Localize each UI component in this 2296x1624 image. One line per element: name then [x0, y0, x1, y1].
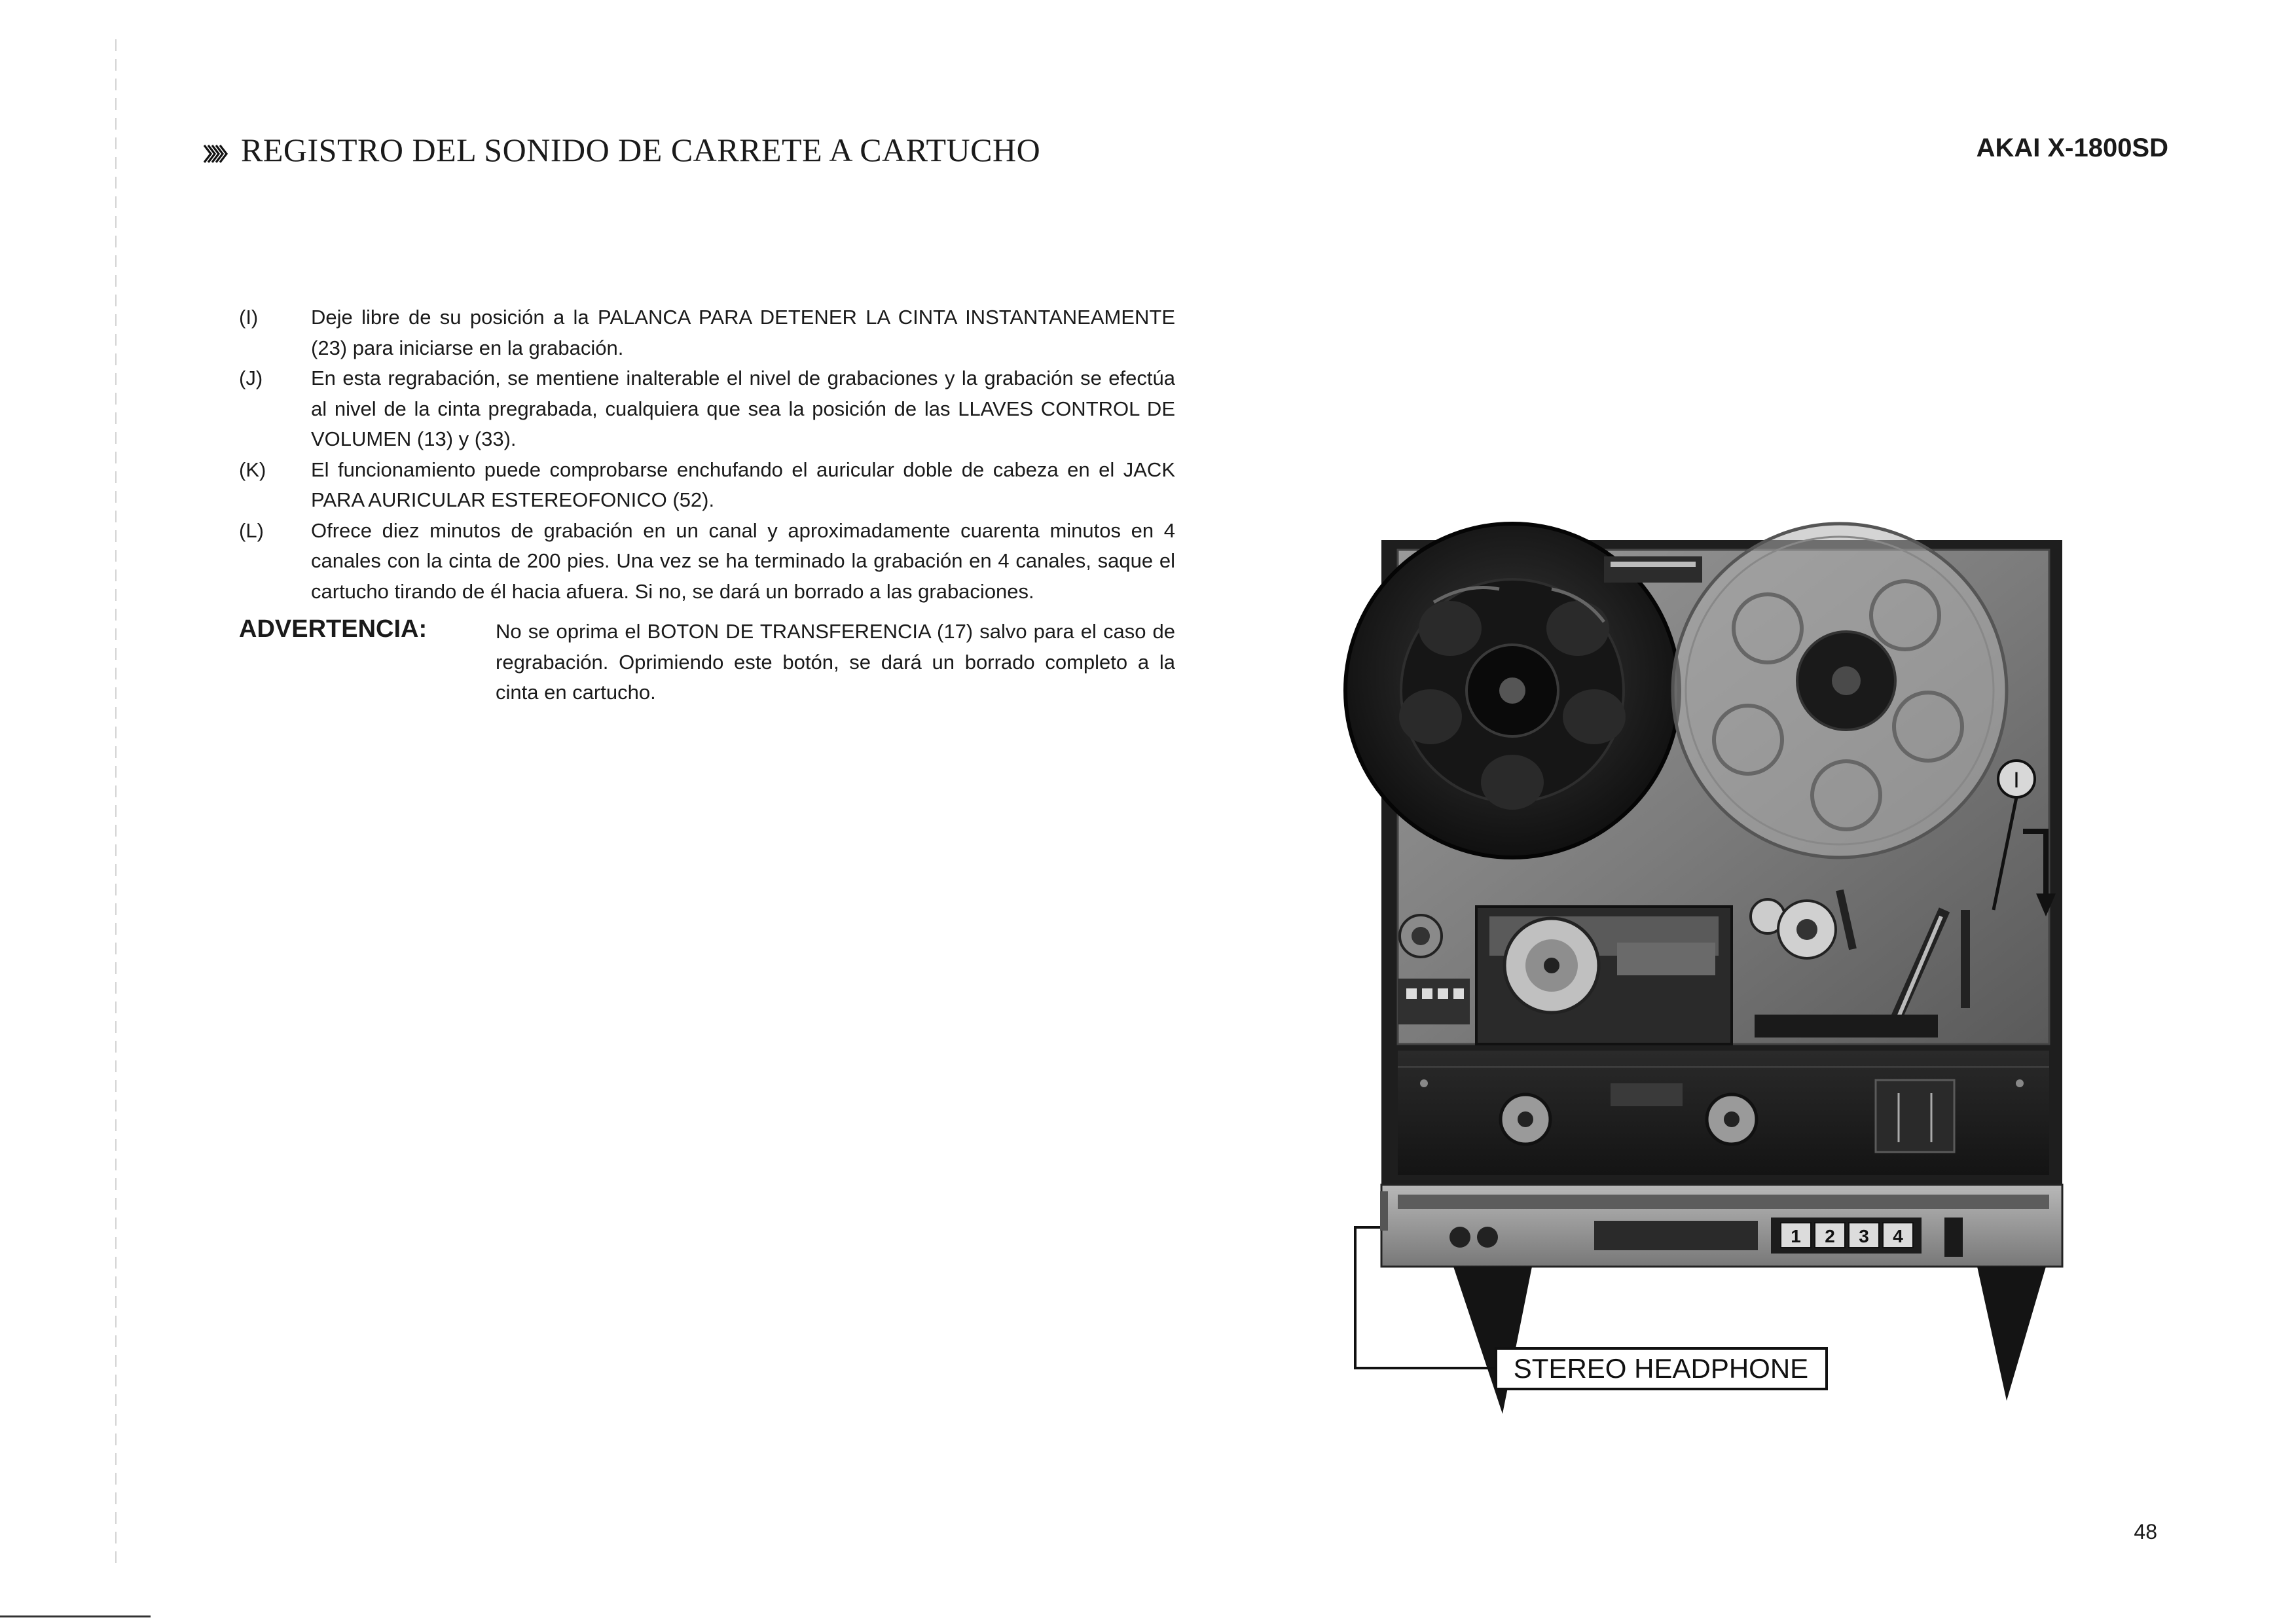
warning-text: No se oprima el BOTON DE TRANSFERENCIA (17) salvo para el caso de regrabación. Oprimiendo este botón, se dará un borrado completo a la cinta en cartucho.: [496, 620, 1175, 704]
instruction-list: [239, 302, 1175, 607]
page-title: [203, 131, 1040, 173]
item-text: En esta regrabación, se mentiene inalterable el nivel de grabaciones y la grabación se efectúa al nivel de la cinta pregrabada, cualquiera que sea la posición de las LLAVES CONTROL DE VOLUMEN (13) y (33).: [311, 367, 1175, 450]
warning-label: ADVERTENCIA:: [239, 615, 428, 643]
item-text: Ofrece diez minutos de grabación en un canal y aproximadamente cuarenta minutos en 4 canales con la cinta de 200 pies. Una vez se ha terminado la grabación en 4 canales, saque el cartucho tirando de él hacia afuera. Si no, se dará un borrado a las grabaciones.: [311, 518, 1175, 603]
page-number: 48: [2134, 1520, 2157, 1543]
item-text: El funcionamiento puede comprobarse enchufando el auricular doble de cabeza en el JACK PARA AURICULAR ESTEREOFONICO (52).: [311, 458, 1175, 511]
list-item: [239, 363, 1175, 455]
list-item: [239, 516, 1175, 607]
item-label: (K): [239, 458, 266, 481]
stereo-headphone-label: STEREO HEADPHONE: [1513, 1353, 1809, 1384]
triple-chevron-icon: [203, 135, 232, 173]
page-title-text: REGISTRO DEL SONIDO DE CARRETE A CARTUCHO: [241, 132, 1041, 168]
item-label: (I): [239, 306, 259, 329]
warning-block: [239, 614, 1175, 708]
item-label: (L): [239, 518, 264, 542]
counter-digit: 1: [1791, 1226, 1801, 1246]
bottom-edge-rule: [0, 1615, 151, 1617]
counter-digit: 3: [1859, 1226, 1869, 1246]
item-text: Deje libre de su posición a la PALANCA PARA DETENER LA CINTA INSTANTANEAMENTE (23) para iniciarse en la grabación.: [311, 306, 1175, 359]
stereo-headphone-callout: [1496, 1348, 1827, 1389]
callout-marker-number: I: [2013, 768, 2020, 793]
take-up-reel: [1673, 524, 2007, 857]
tape-recorder-photo: [1336, 491, 2108, 1420]
counter-digit: 4: [1893, 1226, 1903, 1246]
model-name: AKAI X-1800SD: [1976, 134, 2168, 162]
list-item: [239, 302, 1175, 363]
item-label: (J): [239, 367, 263, 389]
counter-digit: 2: [1825, 1226, 1835, 1246]
list-item: [239, 455, 1175, 516]
binding-margin-line: [115, 39, 117, 1571]
